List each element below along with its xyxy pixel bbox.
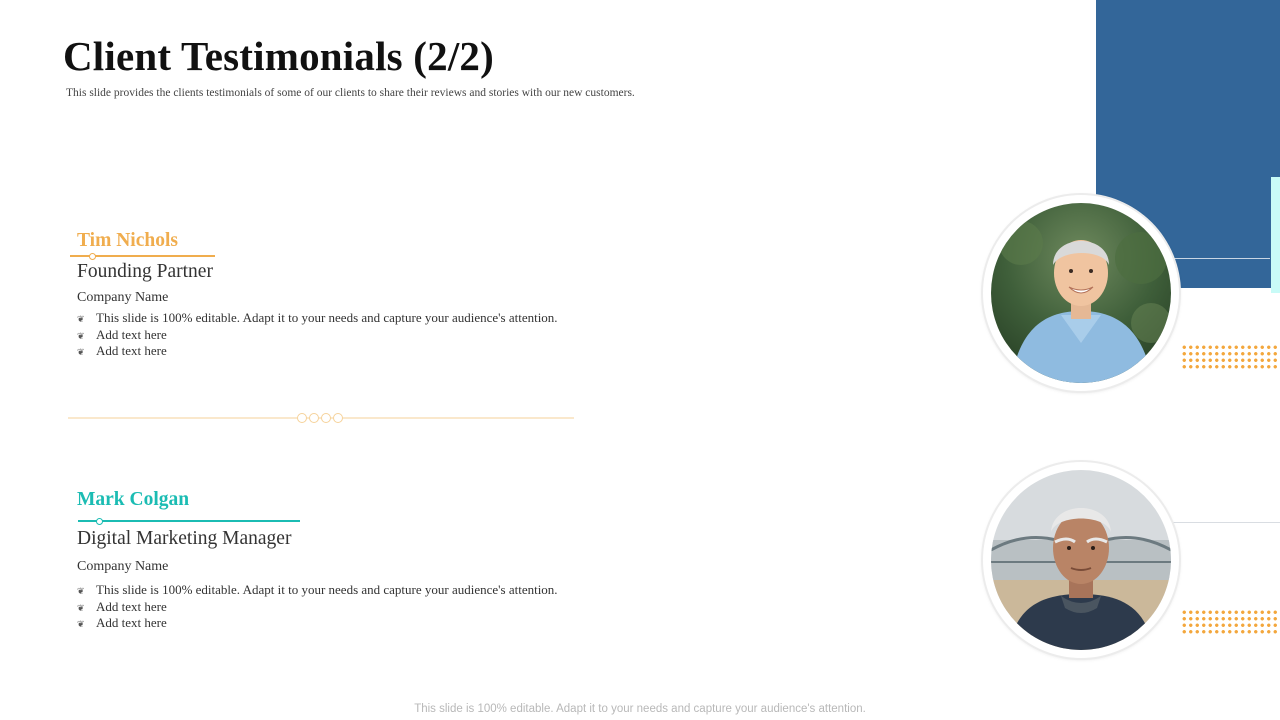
leaf-bullet-icon: ❦	[77, 619, 85, 629]
slide-title[interactable]: Client Testimonials (2/2)	[63, 33, 494, 79]
list-item[interactable]: ❦ Add text here	[77, 615, 558, 632]
leaf-bullet-icon: ❦	[77, 330, 85, 341]
section-divider	[68, 411, 574, 425]
dot-pattern-2	[1181, 609, 1279, 635]
dot-pattern-1	[1181, 344, 1279, 370]
cyan-accent-strip	[1271, 177, 1280, 293]
list-item[interactable]: ❦ This slide is 100% editable. Adapt it to your needs and capture your audience's attention.	[77, 310, 558, 327]
testimonial-2-bullet-list	[77, 582, 558, 632]
list-item[interactable]: ❦ Add text here	[77, 343, 558, 360]
testimonial-1-role[interactable]: Founding Partner	[77, 261, 213, 282]
leaf-bullet-icon: ❦	[77, 602, 85, 613]
testimonial-1-name[interactable]: Tim Nichols	[77, 230, 178, 251]
leaf-bullet-icon: ❦	[77, 314, 85, 324]
list-item[interactable]: ❦ Add text here	[77, 599, 558, 616]
smiling-man-portrait-icon[interactable]	[991, 203, 1171, 383]
slide-subtitle[interactable]: This slide provides the clients testimonials of some of our clients to share their reviews and stories with our new customers.	[66, 87, 635, 99]
list-item[interactable]: ❦ Add text here	[77, 327, 558, 344]
testimonial-2-name[interactable]: Mark Colgan	[77, 489, 190, 510]
testimonial-2-underline-dot	[96, 518, 103, 525]
leaf-bullet-icon: ❦	[77, 347, 85, 357]
list-item[interactable]: ❦ This slide is 100% editable. Adapt it to your needs and capture your audience's attention.	[77, 582, 558, 599]
testimonial-1-underline-dot	[89, 253, 96, 260]
testimonial-1-bullet-list	[77, 310, 558, 360]
testimonial-1-photo-frame	[983, 195, 1179, 391]
elderly-man-portrait-icon[interactable]	[991, 470, 1171, 650]
testimonial-1-company[interactable]: Company Name	[77, 290, 169, 305]
testimonial-2-photo-frame	[983, 462, 1179, 658]
testimonial-2-role[interactable]: Digital Marketing Manager	[77, 528, 292, 549]
testimonial-2-company[interactable]: Company Name	[77, 559, 169, 574]
leaf-bullet-icon: ❦	[77, 586, 85, 596]
footer-note: This slide is 100% editable. Adapt it to your needs and capture your audience's attention.	[414, 703, 866, 715]
testimonial-2-underline	[78, 520, 300, 522]
